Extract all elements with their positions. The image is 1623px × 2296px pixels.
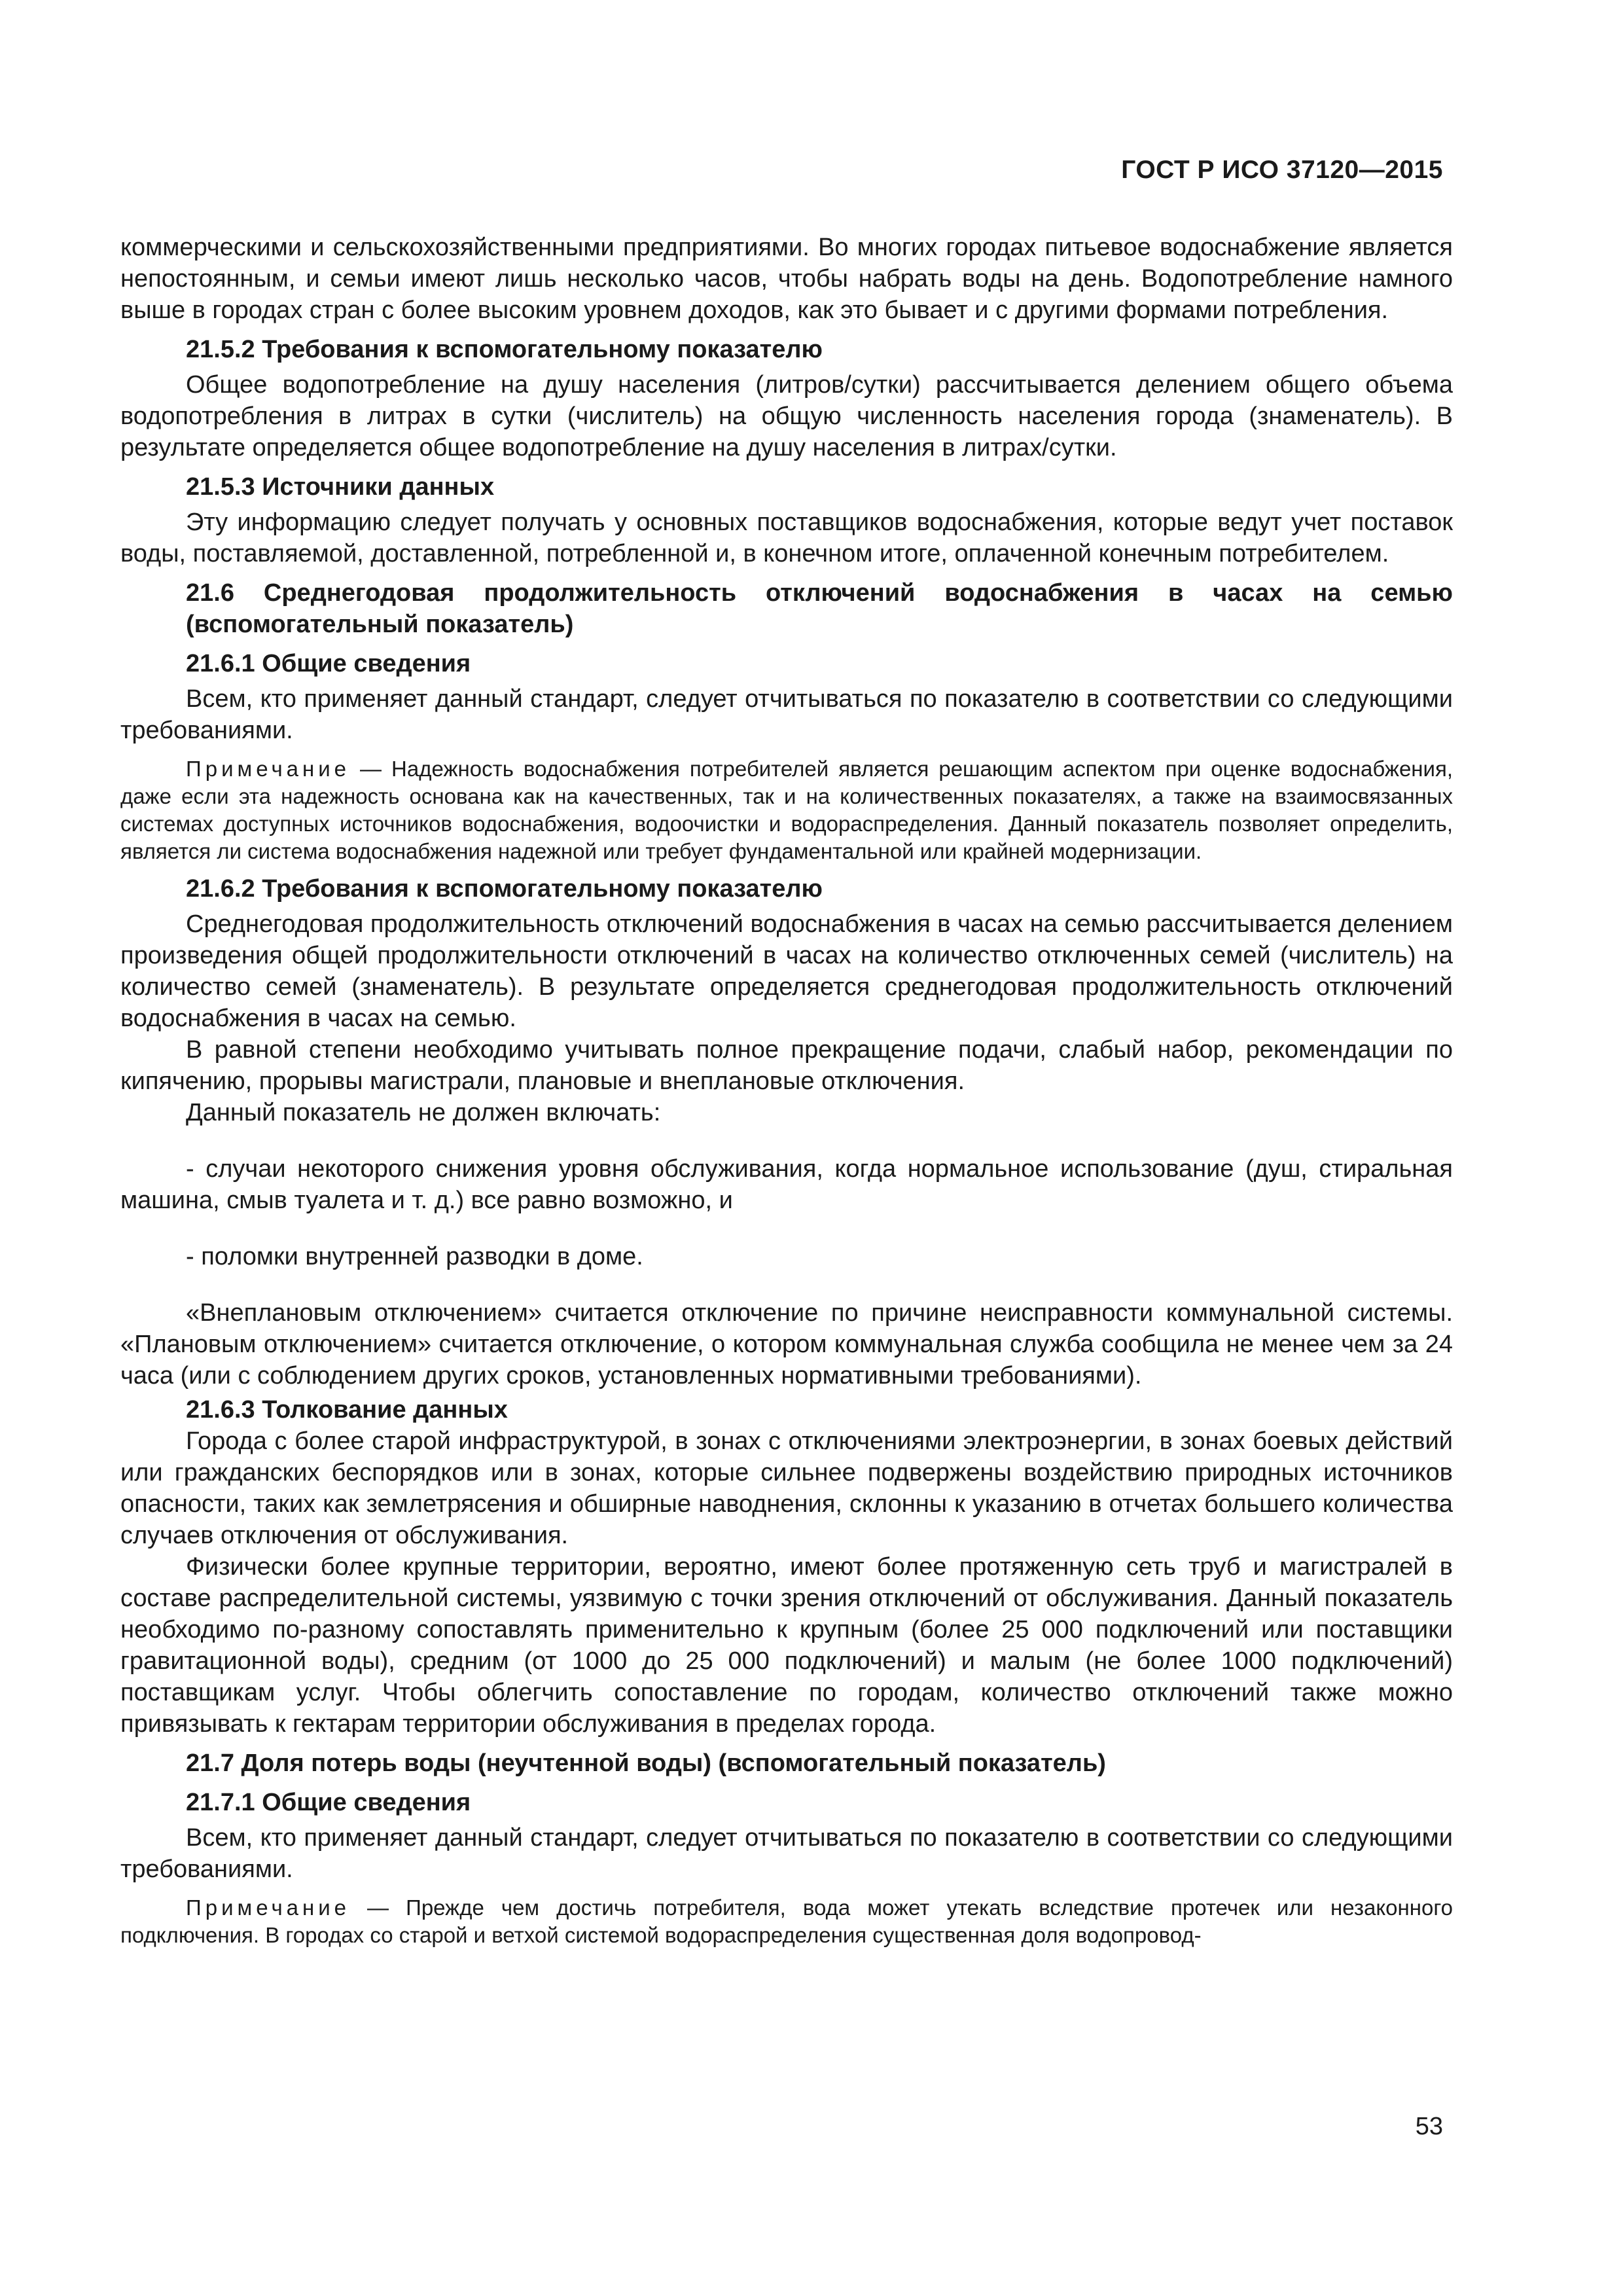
paragraph: Данный показатель не должен включать: <box>186 1099 661 1126</box>
list-item: - случаи некоторого снижения уровня обслуживания, когда нормальное использование (душ, стиральная машина, смыв туалета и т. д.) все равно возможно, и <box>120 1155 1453 1214</box>
paragraph: Общее водопотребление на душу населения (литров/сутки) рассчитывается делением общего объема водопотребления в литрах в сутки (числитель) на общую численность населения города (знаменатель). В результате определяется общее водопотребление на душу населения в литрах/сутки. <box>120 371 1453 461</box>
section-heading-21-6-2: 21.6.2 Требования к вспомогательному показателю <box>186 875 823 903</box>
section-heading-21-5-2: 21.5.2 Требования к вспомогательному показателю <box>186 336 823 363</box>
paragraph: Среднегодовая продолжительность отключений водоснабжения в часах на семью рассчитывается делением произведения общей продолжительности отключений в часах на количество отключенных семей (числитель) на количество семей (знаменатель). В результате определяется среднегодовая продолжительность отключений водоснабжения в часах на семью. <box>120 910 1453 1032</box>
page-number: 53 <box>1415 2113 1443 2140</box>
section-heading-21-5-3: 21.5.3 Источники данных <box>186 473 495 501</box>
note <box>120 755 1453 865</box>
section-heading-21-7: 21.7 Доля потерь воды (неучтенной воды) (вспомогательный показатель) <box>186 1749 1106 1777</box>
section-heading-21-6: 21.6 Среднегодовая продолжительность отключений водоснабжения в часах на семью (вспомогательный показатель) <box>186 579 1453 638</box>
paragraph: В равной степени необходимо учитывать полное прекращение подачи, слабый набор, рекомендации по кипячению, прорывы магистрали, плановые и внеплановые отключения. <box>120 1036 1453 1095</box>
note-text: — Надежность водоснабжения потребителей является решающим аспектом при оценке водоснабжения, даже если эта надежность основана как на качественных, так и на количественных показателях, а также на взаимосвязанных системах доступных источников водоснабжения, водоочистки и водораспределения. Данный показатель позволяет определить, является ли система водоснабжения надежной или требует фундаментальной или крайней модернизации. <box>120 757 1453 863</box>
note <box>120 1894 1453 1949</box>
paragraph: Города с более старой инфраструктурой, в зонах с отключениями электроэнергии, в зонах боевых действий или гражданских беспорядков или в зонах, которые сильнее подвержены воздействию природных источников опасности, таких как землетрясения и обширные наводнения, склонны к указанию в отчетах большего количества случаев отключения от обслуживания. <box>120 1427 1453 1549</box>
paragraph: коммерческими и сельскохозяйственными предприятиями. Во многих городах питьевое водоснабжение является непостоянным, и семьи имеют лишь несколько часов, чтобы набрать воды на день. Водопотребление намного выше в городах стран с более высоким уровнем доходов, как это бывает и с другими формами потребления. <box>120 234 1453 324</box>
paragraph: Всем, кто применяет данный стандарт, следует отчитываться по показателю в соответствии со следующими требованиями. <box>120 1824 1453 1883</box>
section-heading-21-7-1: 21.7.1 Общие сведения <box>186 1789 471 1816</box>
section-heading-21-6-3: 21.6.3 Толкование данных <box>186 1396 508 1424</box>
page-body <box>120 232 1453 1953</box>
list-item: - поломки внутренней разводки в доме. <box>186 1243 643 1270</box>
standard-header: ГОСТ Р ИСО 37120—2015 <box>1121 156 1443 184</box>
paragraph: Эту информацию следует получать у основных поставщиков водоснабжения, которые ведут учет поставок воды, поставляемой, доставленной, потребленной и, в конечном итоге, оплаченной конечным потребителем. <box>120 509 1453 567</box>
note-text: — Прежде чем достичь потребителя, вода может утекать вследствие протечек или незаконного подключения. В городах со старой и ветхой системой водораспределения существенная доля водопровод- <box>120 1895 1453 1947</box>
paragraph: «Внеплановым отключением» считается отключение по причине неисправности коммунальной системы. «Плановым отключением» считается отключение, о котором коммунальная служба сообщила не менее чем за 24 часа (или с соблюдением других сроков, установленных нормативными требованиями). <box>120 1299 1453 1390</box>
section-heading-21-6-1: 21.6.1 Общие сведения <box>186 650 471 677</box>
note-label: Примечание <box>186 757 351 781</box>
note-label: Примечание <box>186 1895 351 1920</box>
paragraph: Всем, кто применяет данный стандарт, следует отчитываться по показателю в соответствии со следующими требованиями. <box>120 685 1453 744</box>
paragraph: Физически более крупные территории, вероятно, имеют более протяженную сеть труб и магистралей в составе распределительной системы, уязвимую с точки зрения отключений от обслуживания. Данный показатель необходимо по-разному сопоставлять применительно к крупным (более 25 000 подключений или поставщики гравитационной воды), средним (от 1000 до 25 000 подключений) и малым (не более 1000 подключений) поставщикам услуг. Чтобы облегчить сопоставление по городам, количество отключений также можно привязывать к гектарам территории обслуживания в пределах города. <box>120 1553 1453 1738</box>
